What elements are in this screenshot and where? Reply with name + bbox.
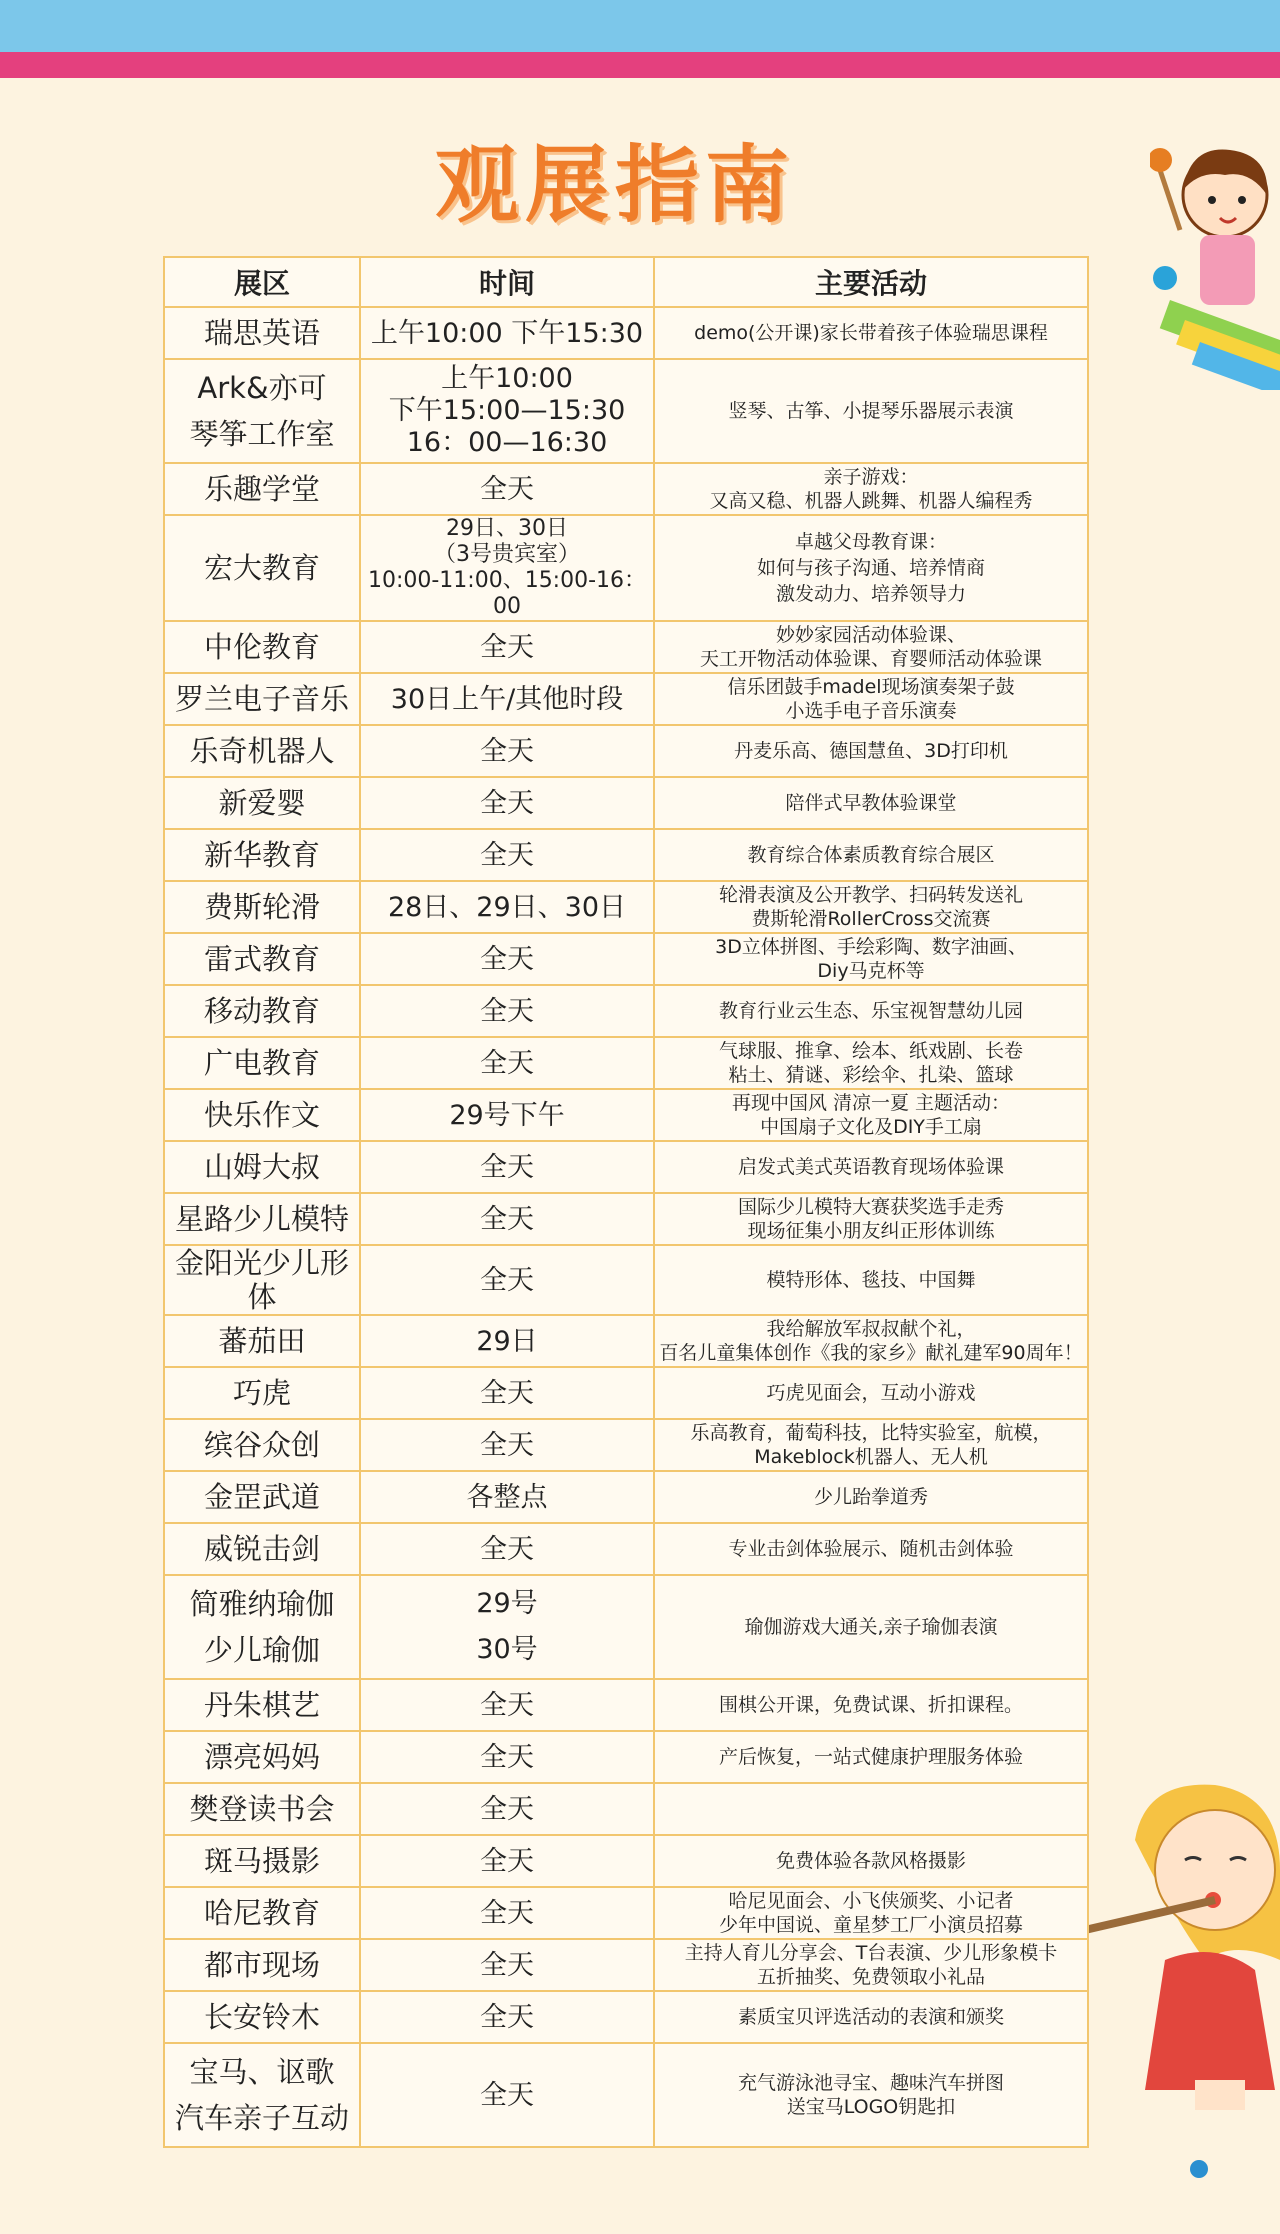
- cell-time: [360, 725, 654, 777]
- activity-line: 粘土、猜谜、彩绘伞、扎染、篮球: [728, 1064, 1014, 1086]
- activity-line: 轮滑表演及公开教学、扫码转发送礼: [718, 884, 1023, 906]
- activity-line: 围棋公开课，免费试课、折扣课程。: [718, 1694, 1023, 1716]
- time-line: 各整点: [466, 1481, 548, 1513]
- activity-line: 专业击剑体验展示、随机击剑体验: [728, 1538, 1014, 1560]
- table-row: [164, 1523, 1088, 1575]
- top-band-pink: [0, 52, 1280, 78]
- time-line: （3号贵宾室）: [434, 542, 580, 567]
- time-line: 全天: [480, 1689, 534, 1721]
- cell-activity: [654, 2043, 1088, 2147]
- area-line: 丹朱棋艺: [203, 1688, 320, 1722]
- cell-area: [164, 829, 360, 881]
- cell-activity: [654, 1089, 1088, 1141]
- area-line: 罗兰电子音乐: [174, 682, 349, 716]
- cell-activity: [654, 515, 1088, 621]
- activity-line: 教育综合体素质教育综合展区: [747, 844, 995, 866]
- cell-time: [360, 515, 654, 621]
- activity-line: 产后恢复，一站式健康护理服务体验: [718, 1746, 1023, 1768]
- cell-area: [164, 933, 360, 985]
- time-line: 29号: [476, 1588, 538, 1619]
- cell-activity: [654, 1245, 1088, 1315]
- cell-time: [360, 985, 654, 1037]
- cell-activity: [654, 829, 1088, 881]
- cell-time: [360, 307, 654, 359]
- activity-line: 我给解放军叔叔献个礼，: [766, 1318, 976, 1340]
- cell-activity: [654, 1939, 1088, 1991]
- activity-line: 模特形体、毯技、中国舞: [766, 1269, 976, 1291]
- area-line: 瑞思英语: [203, 316, 320, 350]
- cell-time: [360, 1089, 654, 1141]
- cell-time: [360, 829, 654, 881]
- area-line: 宏大教育: [203, 551, 320, 585]
- cell-activity: [654, 1523, 1088, 1575]
- cell-area: [164, 985, 360, 1037]
- cell-time: [360, 1731, 654, 1783]
- table-row: [164, 307, 1088, 359]
- activity-line: 国际少儿模特大赛获奖选手走秀: [737, 1196, 1004, 1218]
- table-row: [164, 1887, 1088, 1939]
- table-row: [164, 1835, 1088, 1887]
- time-line: 全天: [480, 1429, 534, 1461]
- cell-time: [360, 1887, 654, 1939]
- area-line: 斑马摄影: [203, 1844, 320, 1878]
- cell-time: [360, 1679, 654, 1731]
- cell-activity: [654, 463, 1088, 515]
- table-row: [164, 1245, 1088, 1315]
- activity-line: 少年中国说、童星梦工厂小演员招募: [718, 1914, 1023, 1936]
- activity-line: 现场征集小朋友纠正形体训练: [747, 1220, 995, 1242]
- activity-line: 中国扇子文化及DIY手工扇: [760, 1116, 982, 1138]
- time-line: 全天: [480, 1151, 534, 1183]
- cell-time: [360, 621, 654, 673]
- time-line: 10:00-11:00、15:00-16：00: [367, 568, 647, 619]
- cell-area: [164, 1419, 360, 1471]
- time-line: 全天: [480, 1047, 534, 1079]
- cell-area: [164, 1193, 360, 1245]
- area-line: 巧虎: [232, 1376, 291, 1410]
- cell-area: [164, 1037, 360, 1089]
- cell-area: [164, 1367, 360, 1419]
- cell-area: [164, 1887, 360, 1939]
- cell-time: [360, 1193, 654, 1245]
- cell-time: [360, 1523, 654, 1575]
- activity-line: 瑜伽游戏大通关,亲子瑜伽表演: [744, 1616, 998, 1638]
- cell-activity: [654, 933, 1088, 985]
- cell-activity: [654, 673, 1088, 725]
- table-row: [164, 881, 1088, 933]
- cell-activity: [654, 1367, 1088, 1419]
- area-line: 宝马、讴歌: [189, 2055, 335, 2089]
- table-row: [164, 1141, 1088, 1193]
- activity-line: 免费体验各款风格摄影: [775, 1850, 966, 1872]
- table-row: [164, 1939, 1088, 1991]
- table-row: [164, 621, 1088, 673]
- time-line: 全天: [480, 1949, 534, 1981]
- cell-activity: [654, 359, 1088, 463]
- activity-line: 少儿跆拳道秀: [813, 1486, 928, 1508]
- table-row: [164, 1037, 1088, 1089]
- activity-line: 妙妙家园活动体验课、: [775, 624, 966, 646]
- activity-line: 亲子游戏：: [823, 466, 919, 488]
- cell-time: [360, 777, 654, 829]
- area-line: 蕃茄田: [218, 1324, 306, 1358]
- cell-time: [360, 1783, 654, 1835]
- area-line: Ark&亦可: [197, 371, 327, 405]
- time-line: 16：00—16:30: [406, 427, 608, 458]
- time-line: 全天: [480, 1897, 534, 1929]
- table-row: [164, 673, 1088, 725]
- activity-line: 如何与孩子沟通、培养情商: [756, 557, 985, 579]
- cell-activity: [654, 1575, 1088, 1679]
- activity-line: 五折抽奖、免费领取小礼品: [756, 1966, 985, 1988]
- cell-area: [164, 673, 360, 725]
- area-line: 广电教育: [203, 1046, 320, 1080]
- cell-time: [360, 1367, 654, 1419]
- cell-area: [164, 359, 360, 463]
- cell-area: [164, 1679, 360, 1731]
- cell-activity: [654, 1315, 1088, 1367]
- cell-area: [164, 1575, 360, 1679]
- table-row: [164, 515, 1088, 621]
- cell-time: [360, 1939, 654, 1991]
- area-line: 长安铃木: [203, 2000, 320, 2034]
- time-line: 全天: [480, 2079, 534, 2111]
- area-line: 少儿瑜伽: [203, 1633, 320, 1667]
- area-line: 费斯轮滑: [203, 890, 320, 924]
- activity-line: 百名儿童集体创作《我的家乡》献礼建军90周年！: [659, 1342, 1083, 1364]
- cell-area: [164, 1939, 360, 1991]
- area-line: 乐奇机器人: [189, 734, 335, 768]
- activity-line: 气球服、推拿、绘本、纸戏剧、长卷: [718, 1040, 1023, 1062]
- time-line: 29号下午: [449, 1099, 565, 1131]
- cell-activity: [654, 985, 1088, 1037]
- activity-line: 素质宝贝评选活动的表演和颁奖: [737, 2006, 1004, 2028]
- area-line: 缤谷众创: [203, 1428, 320, 1462]
- cell-activity: [654, 307, 1088, 359]
- time-line: 全天: [480, 1741, 534, 1773]
- cell-activity: [654, 621, 1088, 673]
- activity-line: 主持人育儿分享会、T台表演、少儿形象模卡: [684, 1942, 1058, 1964]
- cell-time: [360, 463, 654, 515]
- activity-line: 再现中国风 清凉一夏 主题活动：: [731, 1092, 1011, 1114]
- cell-time: [360, 1141, 654, 1193]
- cell-area: [164, 1731, 360, 1783]
- activity-line: 哈尼见面会、小飞侠颁奖、小记者: [728, 1890, 1014, 1912]
- cell-area: [164, 725, 360, 777]
- page-title: 观展指南: [434, 136, 795, 234]
- activity-line: 小选手电子音乐演奏: [785, 700, 957, 722]
- cell-activity: [654, 1141, 1088, 1193]
- area-line: 樊登读书会: [189, 1792, 335, 1826]
- area-line: 快乐作文: [203, 1098, 320, 1132]
- cell-area: [164, 1471, 360, 1523]
- area-line: 雷式教育: [203, 942, 320, 976]
- table-row: [164, 359, 1088, 463]
- cell-time: [360, 1991, 654, 2043]
- table-row: [164, 1089, 1088, 1141]
- cell-activity: [654, 1037, 1088, 1089]
- table-row: [164, 2043, 1088, 2147]
- cell-area: [164, 463, 360, 515]
- cell-time: [360, 933, 654, 985]
- cell-activity: [654, 1471, 1088, 1523]
- activity-line: 陪伴式早教体验课堂: [785, 792, 957, 814]
- time-line: 28日、29日、30日: [387, 891, 627, 923]
- cell-area: [164, 2043, 360, 2147]
- area-line: 汽车亲子互动: [174, 2101, 349, 2135]
- time-line: 全天: [480, 943, 534, 975]
- cell-time: [360, 1471, 654, 1523]
- cell-time: [360, 1315, 654, 1367]
- small-ball-icon: [1190, 2160, 1208, 2178]
- cell-activity: [654, 1887, 1088, 1939]
- cell-time: [360, 2043, 654, 2147]
- table-row: [164, 1471, 1088, 1523]
- table-row: [164, 777, 1088, 829]
- cell-time: [360, 359, 654, 463]
- table-row: [164, 1367, 1088, 1419]
- cell-activity: [654, 1991, 1088, 2043]
- cell-area: [164, 515, 360, 621]
- cell-time: [360, 1835, 654, 1887]
- cell-area: [164, 307, 360, 359]
- time-line: 全天: [480, 2001, 534, 2033]
- time-line: 全天: [480, 1264, 534, 1296]
- area-line: 威锐击剑: [203, 1532, 320, 1566]
- time-line: 29日: [476, 1325, 538, 1357]
- cell-time: [360, 881, 654, 933]
- activity-line: 3D立体拼图、手绘彩陶、数字油画、: [715, 936, 1027, 958]
- cell-activity: [654, 1835, 1088, 1887]
- area-line: 山姆大叔: [203, 1150, 320, 1184]
- cell-area: [164, 1783, 360, 1835]
- cell-activity: [654, 1783, 1088, 1835]
- table-row: [164, 725, 1088, 777]
- cell-activity: [654, 1731, 1088, 1783]
- table-row: [164, 933, 1088, 985]
- time-line: 上午10:00 下午15:30: [370, 317, 644, 349]
- time-line: 全天: [480, 735, 534, 767]
- table-row: [164, 1991, 1088, 2043]
- activity-line: Diy马克杯等: [817, 960, 925, 982]
- activity-line: 竖琴、古筝、小提琴乐器展示表演: [728, 400, 1014, 422]
- time-line: 全天: [480, 1203, 534, 1235]
- area-line: 简雅纳瑜伽: [189, 1587, 335, 1621]
- time-line: 30日上午/其他时段: [390, 683, 624, 715]
- table-row: [164, 829, 1088, 881]
- table-row: [164, 1679, 1088, 1731]
- cell-activity: [654, 1419, 1088, 1471]
- activity-line: 充气游泳池寻宝、趣味汽车拼图: [737, 2072, 1004, 2094]
- activity-line: 巧虎见面会，互动小游戏: [766, 1382, 976, 1404]
- time-line: 下午15:00—15:30: [388, 395, 626, 426]
- time-line: 29日、30日: [446, 516, 568, 541]
- exhibition-guide-table: [163, 256, 1087, 2148]
- cell-area: [164, 881, 360, 933]
- cell-area: [164, 777, 360, 829]
- time-line: 全天: [480, 995, 534, 1027]
- cell-area: [164, 1835, 360, 1887]
- activity-line: demo(公开课)家长带着孩子体验瑞思课程: [694, 322, 1048, 344]
- cell-time: [360, 1575, 654, 1679]
- activity-line: 信乐团鼓手madel现场演奏架子鼓: [727, 676, 1015, 698]
- header-activity: 主要活动: [654, 257, 1088, 307]
- time-line: 全天: [480, 787, 534, 819]
- area-line: 新爱婴: [218, 786, 306, 820]
- cell-time: [360, 673, 654, 725]
- table-row: [164, 1731, 1088, 1783]
- top-band-blue: [0, 0, 1280, 52]
- activity-line: 乐高教育，葡萄科技，比特实验室，航模，: [690, 1422, 1052, 1444]
- cell-time: [360, 1037, 654, 1089]
- activity-line: 天工开物活动体验课、育婴师活动体验课: [699, 648, 1042, 670]
- time-line: 全天: [480, 1533, 534, 1565]
- cell-area: [164, 621, 360, 673]
- area-line: 新华教育: [203, 838, 320, 872]
- cell-activity: [654, 777, 1088, 829]
- activity-line: 丹麦乐高、德国慧鱼、3D打印机: [734, 740, 1008, 762]
- area-line: 星路少儿模特: [174, 1202, 349, 1236]
- cell-activity: [654, 1679, 1088, 1731]
- cell-area: [164, 1245, 360, 1315]
- table-row: [164, 463, 1088, 515]
- area-line: 都市现场: [203, 1948, 320, 1982]
- activity-line: Makeblock机器人、无人机: [754, 1446, 988, 1468]
- area-line: 哈尼教育: [203, 1896, 320, 1930]
- time-line: 全天: [480, 473, 534, 505]
- table-row: [164, 1419, 1088, 1471]
- time-line: 全天: [480, 1793, 534, 1825]
- cell-area: [164, 1315, 360, 1367]
- area-line: 漂亮妈妈: [203, 1740, 320, 1774]
- header-area: 展区: [164, 257, 360, 307]
- cell-area: [164, 1141, 360, 1193]
- time-line: 全天: [480, 631, 534, 663]
- area-line: 琴筝工作室: [189, 417, 335, 451]
- activity-line: 激发动力、培养领导力: [775, 583, 966, 605]
- time-line: 全天: [480, 839, 534, 871]
- activity-line: 费斯轮滑RollerCross交流赛: [751, 908, 991, 930]
- area-line: 金罡武道: [203, 1480, 320, 1514]
- time-line: 全天: [480, 1377, 534, 1409]
- table-row: [164, 1315, 1088, 1367]
- cell-time: [360, 1245, 654, 1315]
- time-line: 全天: [480, 1845, 534, 1877]
- table-row: [164, 1193, 1088, 1245]
- cell-activity: [654, 725, 1088, 777]
- cell-area: [164, 1089, 360, 1141]
- area-line: 中伦教育: [203, 630, 320, 664]
- activity-line: 教育行业云生态、乐宝视智慧幼儿园: [718, 1000, 1023, 1022]
- table-row: [164, 1783, 1088, 1835]
- header-time: 时间: [360, 257, 654, 307]
- girl-xylophone-illustration: [1150, 130, 1280, 390]
- cell-area: [164, 1991, 360, 2043]
- activity-line: 又高又稳、机器人跳舞、机器人编程秀: [709, 490, 1033, 512]
- activity-line: 卓越父母教育课：: [794, 531, 947, 553]
- area-line: 乐趣学堂: [203, 472, 320, 506]
- table-row: [164, 1575, 1088, 1679]
- activity-line: 启发式美式英语教育现场体验课: [737, 1156, 1004, 1178]
- table-row: [164, 985, 1088, 1037]
- cell-time: [360, 1419, 654, 1471]
- time-line: 上午10:00: [441, 363, 573, 394]
- girl-flute-illustration: [1085, 1760, 1280, 2120]
- area-line: 金阳光少儿形体: [174, 1246, 349, 1314]
- cell-activity: [654, 881, 1088, 933]
- activity-line: 送宝马LOGO钥匙扣: [786, 2096, 956, 2118]
- cell-area: [164, 1523, 360, 1575]
- table-header-row: [164, 257, 1088, 307]
- area-line: 移动教育: [203, 994, 320, 1028]
- cell-activity: [654, 1193, 1088, 1245]
- time-line: 30号: [476, 1634, 538, 1665]
